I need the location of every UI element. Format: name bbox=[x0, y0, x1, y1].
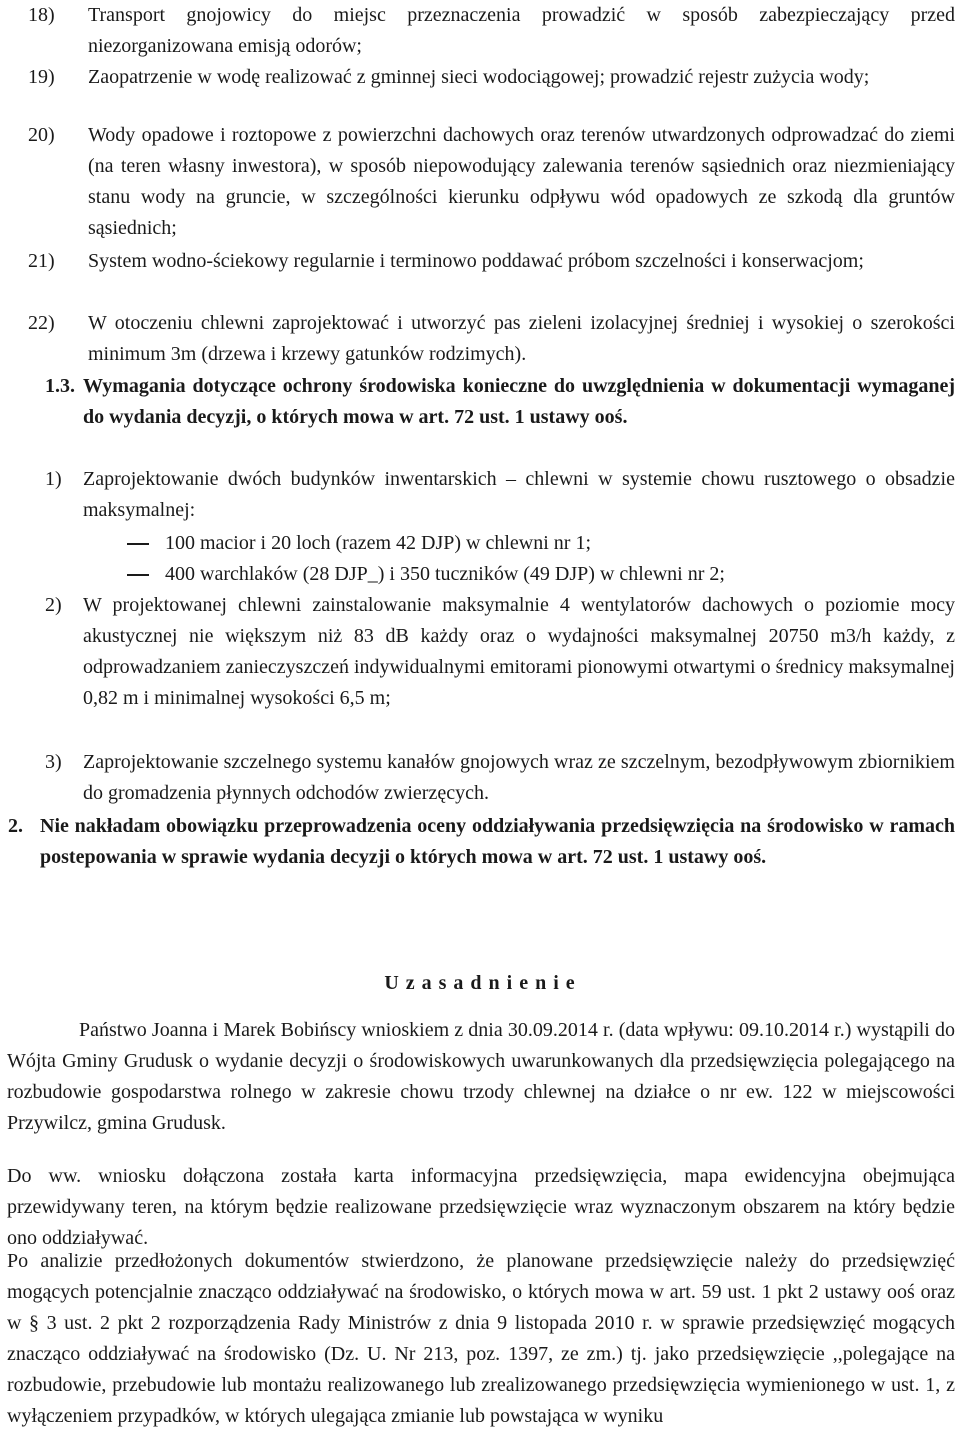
dash-item bbox=[127, 559, 725, 590]
item-text: Wody opadowe i roztopowe z powierzchni dachowych oraz terenów utwardzonych odprowadzać do ziemi (na teren własny inwestora), w sposób niepowodujący zalewania terenów sąsiednich oraz niezmieniający stanu wody na gruncie, w szczególności kierunku odpływu wód opadowych ze szkodą dla gruntów sąsiednich; bbox=[88, 124, 955, 239]
dash-item-text: 100 macior i 20 loch (razem 42 DJP) w chlewni nr 1; bbox=[165, 532, 592, 554]
dash-bullet bbox=[127, 574, 149, 576]
point-text: Nie nakładam obowiązku przeprowadzenia oceny oddziaływania przedsięwzięcia na środowisko w ramach postepowania w sprawie wydania decyzji o których mowa w art. 72 ust. 1 ustawy ooś. bbox=[40, 815, 955, 868]
item-text: Transport gnojowicy do miejsc przeznaczenia prowadzić w sposób zabezpieczający przed niezorganizowana emisją odorów; bbox=[88, 4, 955, 57]
item-text: W projektowanej chlewni zainstalowanie maksymalnie 4 wentylatorów dachowych o poziomie mocy akustycznej nie większym niż 83 dB każdy oraz o wydajności maksymalnej 20750 m3/h każdy, z odprowadzaniem zanieczyszczeń indywidualnymi emitorami pionowymi otwartymi o średnicy maksymalnej 0,82 m i minimalnej wysokości 6,5 m; bbox=[83, 594, 955, 709]
requirement-item bbox=[45, 747, 955, 809]
dash-bullet bbox=[127, 543, 149, 545]
item-number: 2) bbox=[45, 594, 62, 616]
item-number: 1) bbox=[45, 468, 62, 490]
item-text: Zaprojektowanie dwóch budynków inwentarskich – chlewni w systemie chowu rusztowego o obsadzie maksymalnej: bbox=[83, 468, 955, 521]
section-heading bbox=[45, 371, 955, 433]
item-number: 22) bbox=[28, 312, 55, 334]
item-text: Zaprojektowanie szczelnego systemu kanałów gnojowych wraz ze szczelnym, bezodpływowym zbiornikiem do gromadzenia płynnych odchodów zwierzęcych. bbox=[83, 751, 955, 804]
decision-point bbox=[8, 811, 955, 873]
item-number: 20) bbox=[28, 124, 55, 146]
item-number: 21) bbox=[28, 250, 55, 272]
item-number: 18) bbox=[28, 4, 55, 26]
item-text: W otoczeniu chlewni zaprojektować i utworzyć pas zieleni izolacyjnej średniej i wysokiej o szerokości minimum 3m (drzewa i krzewy gatunków rodzimych). bbox=[88, 312, 955, 365]
list-item bbox=[28, 308, 955, 370]
section-number: 1.3. bbox=[45, 375, 75, 397]
paragraph: Do ww. wniosku dołączona została karta informacyjna przedsięwzięcia, mapa ewidencyjna obejmująca przewidywany teren, na którym będzie realizowane przedsięwzięcie wraz wyznaczonym obszarem na który będzie ono oddziaływać. bbox=[7, 1165, 955, 1249]
list-item bbox=[28, 0, 955, 62]
item-number: 19) bbox=[28, 66, 55, 88]
item-text: Zaopatrzenie w wodę realizować z gminnej sieci wodociągowej; prowadzić rejestr zużycia wody; bbox=[88, 66, 870, 88]
dash-item bbox=[127, 528, 591, 559]
list-item bbox=[28, 120, 955, 244]
paragraph: Po analizie przedłożonych dokumentów stwierdzono, że planowane przedsięwzięcie należy do przedsięwzięć mogących potencjalnie znacząco oddziaływać na środowisko, o których mowa w art. 59 ust. 1 pkt 2 ustawy ooś oraz w § 3 ust. 2 pkt 2 rozporządzenia Rady Ministrów z dnia 9 listopada 2010 r. w sprawie przedsięwzięć mogących znacząco oddziaływać na środowisko (Dz. U. Nr 213, poz. 1397, ze zm.) tj. jako przedsięwzięcie ,,polegające na rozbudowie, przebudowie lub montażu realizowanego lub zrealizowanego przedsięwzięcia wymienionego w ust. 1, z wyłączeniem przypadków, w których ulegająca zmianie lub powstająca w wyniku bbox=[7, 1250, 955, 1427]
justification-heading: U z a s a d n i e n i e bbox=[384, 972, 576, 994]
item-number: 3) bbox=[45, 751, 62, 773]
list-item bbox=[28, 246, 955, 277]
point-number: 2. bbox=[8, 815, 23, 837]
paragraph: Państwo Joanna i Marek Bobińscy wnioskiem z dnia 30.09.2014 r. (data wpływu: 09.10.2014 r.) wystąpili do Wójta Gminy Grudusk o wydanie decyzji o środowiskowych uwarunkowanych dla przedsięwzięcia polegającego na rozbudowie gospodarstwa rolnego w zakresie chowu trzody chlewnej na działce o nr ew. 122 w miejscowości Przywilcz, gmina Grudusk. bbox=[7, 1019, 955, 1134]
section-title: Wymagania dotyczące ochrony środowiska konieczne do uwzględnienia w dokumentacji wymaganej do wydania decyzji, o których mowa w art. 72 ust. 1 ustawy ooś. bbox=[83, 375, 955, 428]
requirement-item bbox=[45, 464, 955, 526]
list-item bbox=[28, 62, 955, 93]
requirement-item bbox=[45, 590, 955, 714]
dash-item-text: 400 warchlaków (28 DJP_) i 350 tuczników (49 DJP) w chlewni nr 2; bbox=[165, 563, 725, 585]
item-text: System wodno-ściekowy regularnie i terminowo poddawać próbom szczelności i konserwacjom; bbox=[88, 250, 864, 272]
